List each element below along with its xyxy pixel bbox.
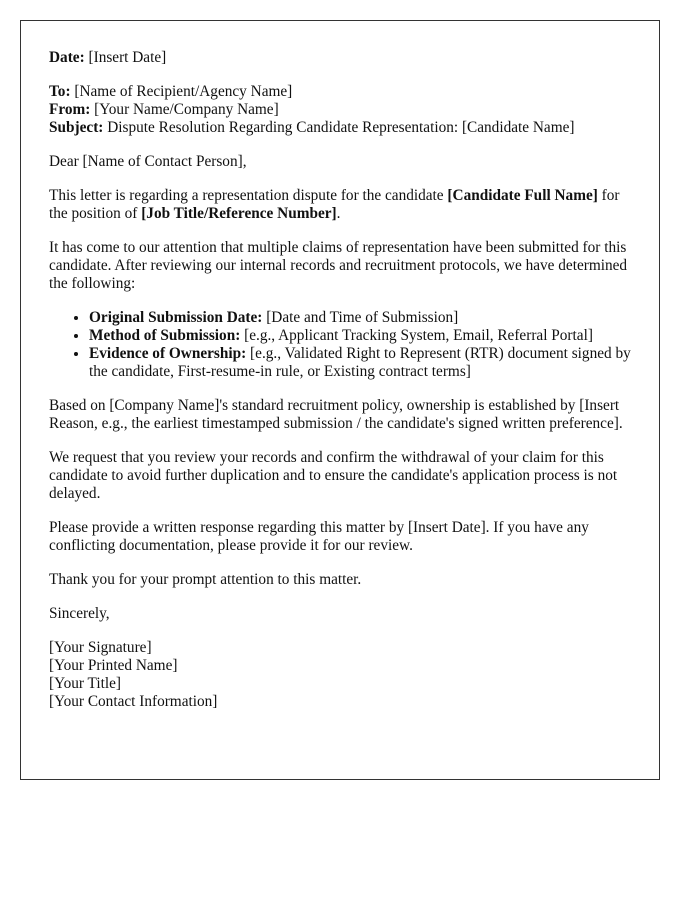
closing: Sincerely,: [49, 605, 110, 622]
intro-text: .: [336, 205, 341, 222]
candidate-name: [Candidate Full Name]: [447, 187, 598, 204]
finding-value: [e.g., Validated Right to Represent (RTR) document signed by the candidate, First-resume-in rule, or Existing contract terms]: [89, 345, 631, 380]
from-label: From:: [49, 101, 91, 118]
signature-block: [49, 639, 639, 711]
finding-item: [89, 309, 639, 327]
header-block: [49, 83, 639, 137]
finding-item: [89, 327, 639, 345]
from-value: [Your Name/Company Name]: [90, 101, 279, 118]
date-value: [Insert Date]: [84, 49, 167, 66]
from-line: [49, 101, 639, 119]
policy-paragraph: Based on [Company Name]'s standard recruitment policy, ownership is established by [Insert Reason, e.g., the earliest timestamped submission / the candidate's signed written preference].: [49, 397, 623, 432]
contact-info: [Your Contact Information]: [49, 693, 218, 710]
letter-content: [49, 49, 639, 727]
letter-page: [20, 20, 660, 780]
attention-paragraph: It has come to our attention that multiple claims of representation have been submitted for this candidate. After reviewing our internal records and recruitment protocols, we have determined the following:: [49, 239, 628, 292]
signer-title: [Your Title]: [49, 675, 121, 692]
to-label: To:: [49, 83, 71, 100]
finding-label: Original Submission Date:: [89, 309, 263, 326]
intro-text: for the position of: [49, 187, 620, 222]
printed-name: [Your Printed Name]: [49, 657, 178, 674]
finding-value: [Date and Time of Submission]: [262, 309, 459, 326]
subject-value: Dispute Resolution Regarding Candidate Representation: [Candidate Name]: [103, 119, 575, 136]
finding-value: [e.g., Applicant Tracking System, Email, Referral Portal]: [240, 327, 593, 344]
intro-paragraph: [49, 187, 639, 223]
subject-line: [49, 119, 639, 137]
intro-text: This letter is regarding a representation dispute for the candidate: [49, 187, 448, 204]
subject-label: Subject:: [49, 119, 104, 136]
finding-label: Evidence of Ownership:: [89, 345, 247, 362]
finding-label: Method of Submission:: [89, 327, 241, 344]
finding-item: [89, 345, 639, 381]
salutation: Dear [Name of Contact Person],: [49, 153, 247, 170]
response-paragraph: Please provide a written response regarding this matter by [Insert Date]. If you have any conflicting documentation, please provide it for our review.: [49, 519, 589, 554]
to-value: [Name of Recipient/Agency Name]: [70, 83, 293, 100]
signature: [Your Signature]: [49, 639, 152, 656]
to-line: [49, 83, 639, 101]
job-title: [Job Title/Reference Number]: [141, 205, 337, 222]
date-label: Date:: [49, 49, 85, 66]
findings-list: [49, 309, 639, 381]
request-paragraph: We request that you review your records and confirm the withdrawal of your claim for this candidate to avoid further duplication and to ensure the candidate's application process is not delayed.: [49, 449, 618, 502]
thanks-paragraph: Thank you for your prompt attention to this matter.: [49, 571, 362, 588]
date-line: [49, 49, 639, 67]
